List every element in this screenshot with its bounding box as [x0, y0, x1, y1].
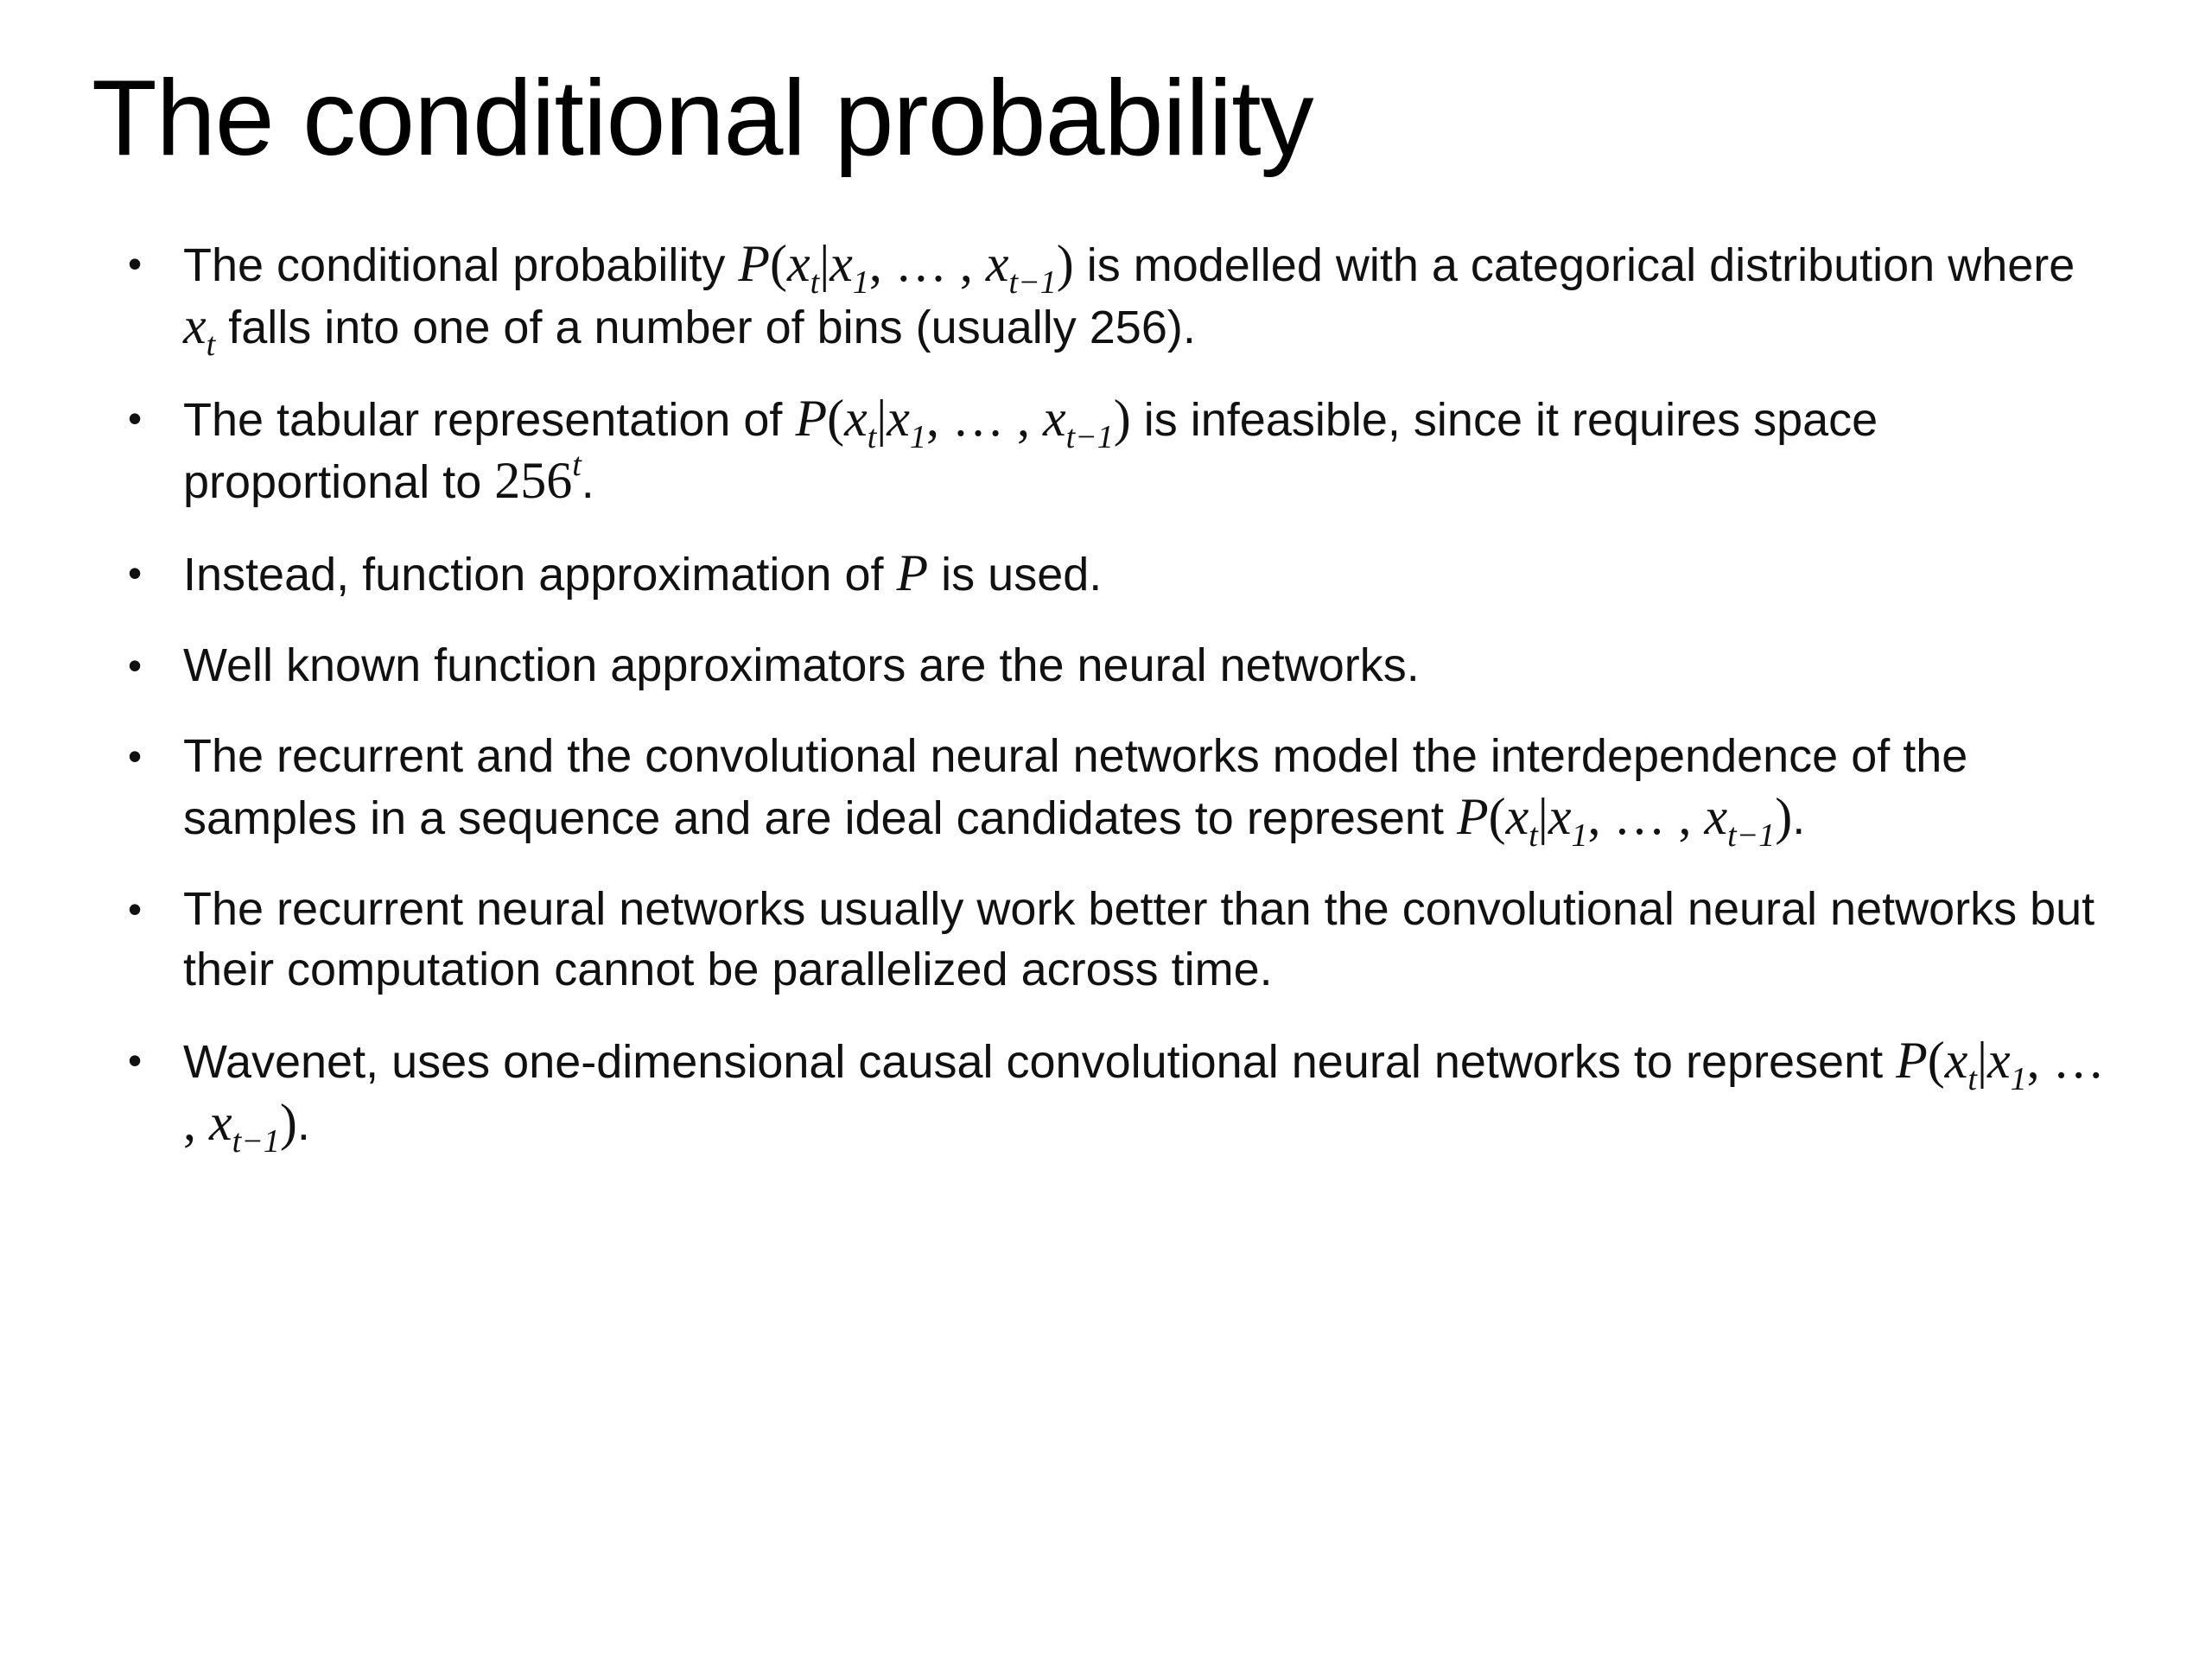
bullet-text: falls into one of a number of bins (usually 256). [215, 302, 1196, 353]
math-expression: $x_t$ [183, 297, 216, 363]
math-expression: 256$^t$ [494, 447, 582, 509]
bullet-dot-icon: • [127, 550, 143, 595]
bullet-text: The recurrent neural networks usually work better than the convolutional neural networks but their computation cannot be parallelized across time. [183, 883, 2095, 995]
bullet-text: . [581, 456, 594, 508]
math-expression: P [896, 544, 929, 601]
math-expression: $P(x_t|x_1$, … , $x_{t-1}$) [183, 1032, 2105, 1160]
bullet-dot-icon: • [127, 241, 143, 286]
bullet-text: The recurrent and the convolutional neural networks model the interdependence of the samples in a sequence and are ideal candidates to represent [183, 730, 1968, 844]
bullet-item [0, 879, 2114, 1000]
bullet-item [0, 233, 2114, 363]
bullet-text: is modelled with a categorical distribution where [1073, 239, 2075, 291]
bullet-item [0, 388, 2114, 512]
bullet-dot-icon: • [127, 396, 143, 441]
bullet-dot-icon: • [127, 643, 143, 688]
bullet-item [0, 543, 2114, 605]
bullet-text: . [296, 1098, 310, 1150]
bullet-text: is used. [928, 549, 1103, 601]
math-expression: $P(x_t|x_1$, … , $x_{t-1}$) [1456, 788, 1793, 854]
bullet-text: The conditional probability [183, 239, 739, 291]
bullet-text: The tabular representation of [183, 394, 796, 446]
bullet-item [0, 1030, 2114, 1160]
bullet-item [0, 635, 2114, 696]
bullet-list [0, 233, 2212, 1185]
math-expression: $P(x_t|x_1$, … , $x_{t-1}$) [738, 235, 1074, 301]
slide-title: The conditional probability [92, 59, 1313, 178]
bullet-dot-icon: • [127, 1038, 143, 1083]
bullet-dot-icon: • [127, 887, 143, 931]
bullet-text: Instead, function approximation of [183, 549, 897, 601]
bullet-text: Well known function approximators are the neural networks. [183, 639, 1420, 691]
bullet-text: Wavenet, uses one-dimensional causal convolutional neural networks to represent [183, 1036, 1897, 1088]
bullet-dot-icon: • [127, 734, 143, 779]
bullet-item [0, 726, 2114, 854]
math-expression: $P(x_t|x_1$, … , $x_{t-1}$) [795, 390, 1131, 455]
bullet-text: is infeasible, since it requires space proportional to [183, 394, 1878, 508]
bullet-text: . [1792, 792, 1806, 844]
